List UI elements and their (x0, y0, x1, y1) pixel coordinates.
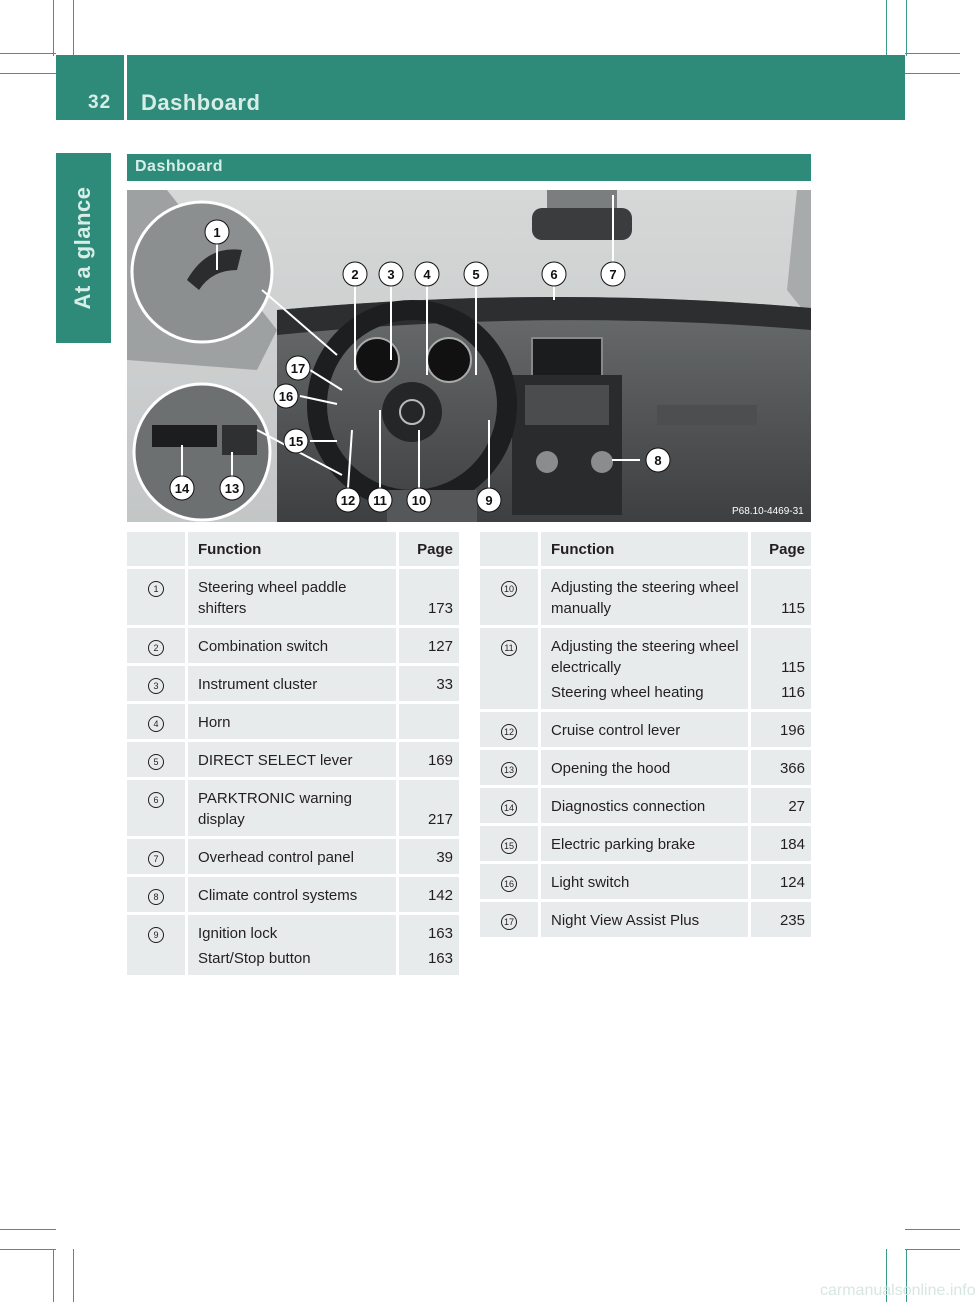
number-badge: 15 (501, 838, 517, 854)
sub-function-text: Steering wheel heating (551, 684, 704, 701)
callout-label: 8 (654, 453, 662, 468)
row-function: Night View Assist Plus (538, 902, 748, 940)
obd-port (152, 425, 217, 447)
row-function (538, 628, 748, 712)
crop-mark (73, 0, 74, 56)
callout-label: 17 (290, 361, 306, 376)
row-function: Horn (185, 704, 396, 742)
callout-15 (284, 429, 308, 453)
sub-page-link[interactable]: 163 (427, 950, 453, 967)
callout-6 (542, 262, 566, 286)
row-number (127, 628, 185, 666)
number-badge: 3 (148, 678, 164, 694)
row-function: Climate control systems (185, 877, 396, 915)
table-header (480, 532, 811, 569)
climate-knob-right (591, 451, 613, 473)
crop-mark (906, 0, 907, 56)
page-link[interactable]: 115 (781, 659, 805, 676)
pedal-area (387, 490, 477, 522)
crop-mark (0, 1249, 56, 1250)
callout-12 (336, 488, 360, 512)
col-function-header: Function (185, 532, 396, 569)
table-row (127, 628, 459, 666)
row-number (127, 877, 185, 915)
table-row (480, 712, 811, 750)
number-badge: 4 (148, 716, 164, 732)
callout-label: 10 (411, 493, 427, 508)
crop-mark (53, 0, 54, 56)
callout-label: 9 (485, 493, 493, 508)
callout-2 (343, 262, 367, 286)
callout-label: 15 (288, 434, 304, 449)
row-number (480, 712, 538, 750)
row-number (127, 742, 185, 780)
row-number (127, 915, 185, 978)
table-row (480, 569, 811, 628)
row-page[interactable]: 169 (396, 742, 459, 780)
number-badge: 7 (148, 851, 164, 867)
row-page[interactable]: 39 (396, 839, 459, 877)
callout-label: 12 (340, 493, 356, 508)
crop-mark (53, 1249, 54, 1302)
table-row (127, 569, 459, 628)
row-function: Cruise control lever (538, 712, 748, 750)
row-page[interactable]: 235 (748, 902, 811, 940)
row-function (185, 915, 396, 978)
number-badge: 1 (148, 581, 164, 597)
callout-label: 4 (423, 267, 431, 282)
function-table-right (480, 532, 811, 940)
section-title: Dashboard (135, 158, 224, 175)
table-row (127, 877, 459, 915)
number-badge: 5 (148, 754, 164, 770)
number-badge: 6 (148, 792, 164, 808)
number-badge: 9 (148, 927, 164, 943)
callout-5 (464, 262, 488, 286)
callout-label: 2 (351, 267, 359, 282)
dashboard-photo (127, 190, 811, 522)
row-page (748, 628, 811, 712)
row-page[interactable]: 184 (748, 826, 811, 864)
callout-17 (286, 356, 310, 380)
col-number-header (480, 532, 538, 569)
number-badge: 11 (501, 640, 517, 656)
crop-mark (0, 1229, 56, 1230)
number-badge: 14 (501, 800, 517, 816)
number-badge: 17 (501, 914, 517, 930)
row-page[interactable]: 366 (748, 750, 811, 788)
callout-label: 13 (224, 481, 240, 496)
row-number (480, 902, 538, 940)
glovebox (657, 405, 757, 425)
callout-13 (220, 476, 244, 500)
row-function: Diagnostics connection (538, 788, 748, 826)
table-row (480, 826, 811, 864)
callout-9 (477, 488, 501, 512)
crop-mark (905, 73, 960, 74)
callout-label: 3 (387, 267, 395, 282)
row-page[interactable]: 27 (748, 788, 811, 826)
hood-release (222, 425, 257, 455)
rear-view-mirror (532, 208, 632, 240)
callout-label: 16 (278, 389, 294, 404)
col-page-header: Page (396, 532, 459, 569)
header-divider (124, 55, 127, 120)
row-page[interactable]: 217 (396, 780, 459, 839)
table-row (480, 902, 811, 940)
number-badge: 13 (501, 762, 517, 778)
row-function: Combination switch (185, 628, 396, 666)
number-badge: 10 (501, 581, 517, 597)
callout-16 (274, 384, 298, 408)
callout-4 (415, 262, 439, 286)
table-row (480, 750, 811, 788)
table-row (127, 666, 459, 704)
row-page[interactable]: 142 (396, 877, 459, 915)
row-function: Opening the hood (538, 750, 748, 788)
callout-7 (601, 262, 625, 286)
callout-label: 5 (472, 267, 480, 282)
crop-mark (905, 1249, 960, 1250)
row-page[interactable]: 115 (748, 569, 811, 628)
page-title: Dashboard (141, 90, 261, 115)
crop-mark (0, 53, 56, 54)
row-number (127, 569, 185, 628)
callout-10 (407, 488, 431, 512)
callout-label: 6 (550, 267, 558, 282)
row-function: Adjusting the steering wheel manually (538, 569, 748, 628)
row-function: Instrument cluster (185, 666, 396, 704)
function-table-left (127, 532, 459, 978)
sub-function-text: Start/Stop button (198, 950, 311, 967)
row-page[interactable]: 124 (748, 864, 811, 902)
row-page[interactable]: 196 (748, 712, 811, 750)
function-text: Ignition lock (198, 925, 278, 942)
row-number (480, 569, 538, 628)
radio-unit (525, 385, 609, 425)
crop-mark (905, 53, 960, 54)
number-badge: 12 (501, 724, 517, 740)
number-badge: 8 (148, 889, 164, 905)
crop-mark (73, 1249, 74, 1302)
crop-mark (886, 0, 887, 56)
number-badge: 2 (148, 640, 164, 656)
gauge-left (355, 338, 399, 382)
table-row (480, 628, 811, 712)
col-function-header: Function (538, 532, 748, 569)
table-row (127, 704, 459, 742)
col-page-header: Page (748, 532, 811, 569)
climate-knob-left (536, 451, 558, 473)
callout-label: 14 (174, 481, 190, 496)
footer-watermark: carmanualsonline.info (820, 1282, 976, 1299)
row-number (480, 864, 538, 902)
row-number (127, 780, 185, 839)
table-header (127, 532, 459, 569)
row-number (480, 826, 538, 864)
table-row (127, 915, 459, 978)
table-row (480, 788, 811, 826)
row-number (480, 788, 538, 826)
table-row (480, 864, 811, 902)
row-number (127, 666, 185, 704)
overhead-panel (547, 190, 617, 208)
function-text: Adjusting the steering wheel electrically (551, 638, 739, 676)
row-function: Steering wheel paddle shifters (185, 569, 396, 628)
callout-label: 11 (373, 493, 387, 508)
side-tab-label: At a glance (70, 186, 95, 310)
page-link[interactable]: 163 (427, 925, 453, 942)
row-number (480, 628, 538, 712)
table-row (127, 839, 459, 877)
page-number: 32 (88, 92, 112, 113)
callout-14 (170, 476, 194, 500)
row-page (396, 915, 459, 978)
number-badge: 16 (501, 876, 517, 892)
row-page[interactable]: 33 (396, 666, 459, 704)
row-number (127, 839, 185, 877)
callout-1 (205, 220, 229, 244)
gauge-right (427, 338, 471, 382)
table-row (127, 780, 459, 839)
row-number (480, 750, 538, 788)
row-function: DIRECT SELECT lever (185, 742, 396, 780)
row-function: Electric parking brake (538, 826, 748, 864)
callout-11 (368, 488, 392, 512)
table-row (127, 742, 459, 780)
callout-label: 7 (609, 267, 617, 282)
crop-mark (0, 73, 56, 74)
crop-mark (905, 1229, 960, 1230)
row-page[interactable]: 173 (396, 569, 459, 628)
row-page[interactable]: 127 (396, 628, 459, 666)
callout-3 (379, 262, 403, 286)
photo-code: P68.10-4469-31 (732, 506, 804, 517)
row-function: PARKTRONIC warning display (185, 780, 396, 839)
sub-page-link[interactable]: 116 (781, 684, 805, 701)
row-function: Overhead control panel (185, 839, 396, 877)
steering-hub (382, 382, 442, 442)
row-page (396, 704, 459, 742)
callout-label: 1 (213, 225, 221, 240)
callout-8 (646, 448, 670, 472)
section-bar (127, 154, 811, 181)
row-number (127, 704, 185, 742)
col-number-header (127, 532, 185, 569)
row-function: Light switch (538, 864, 748, 902)
